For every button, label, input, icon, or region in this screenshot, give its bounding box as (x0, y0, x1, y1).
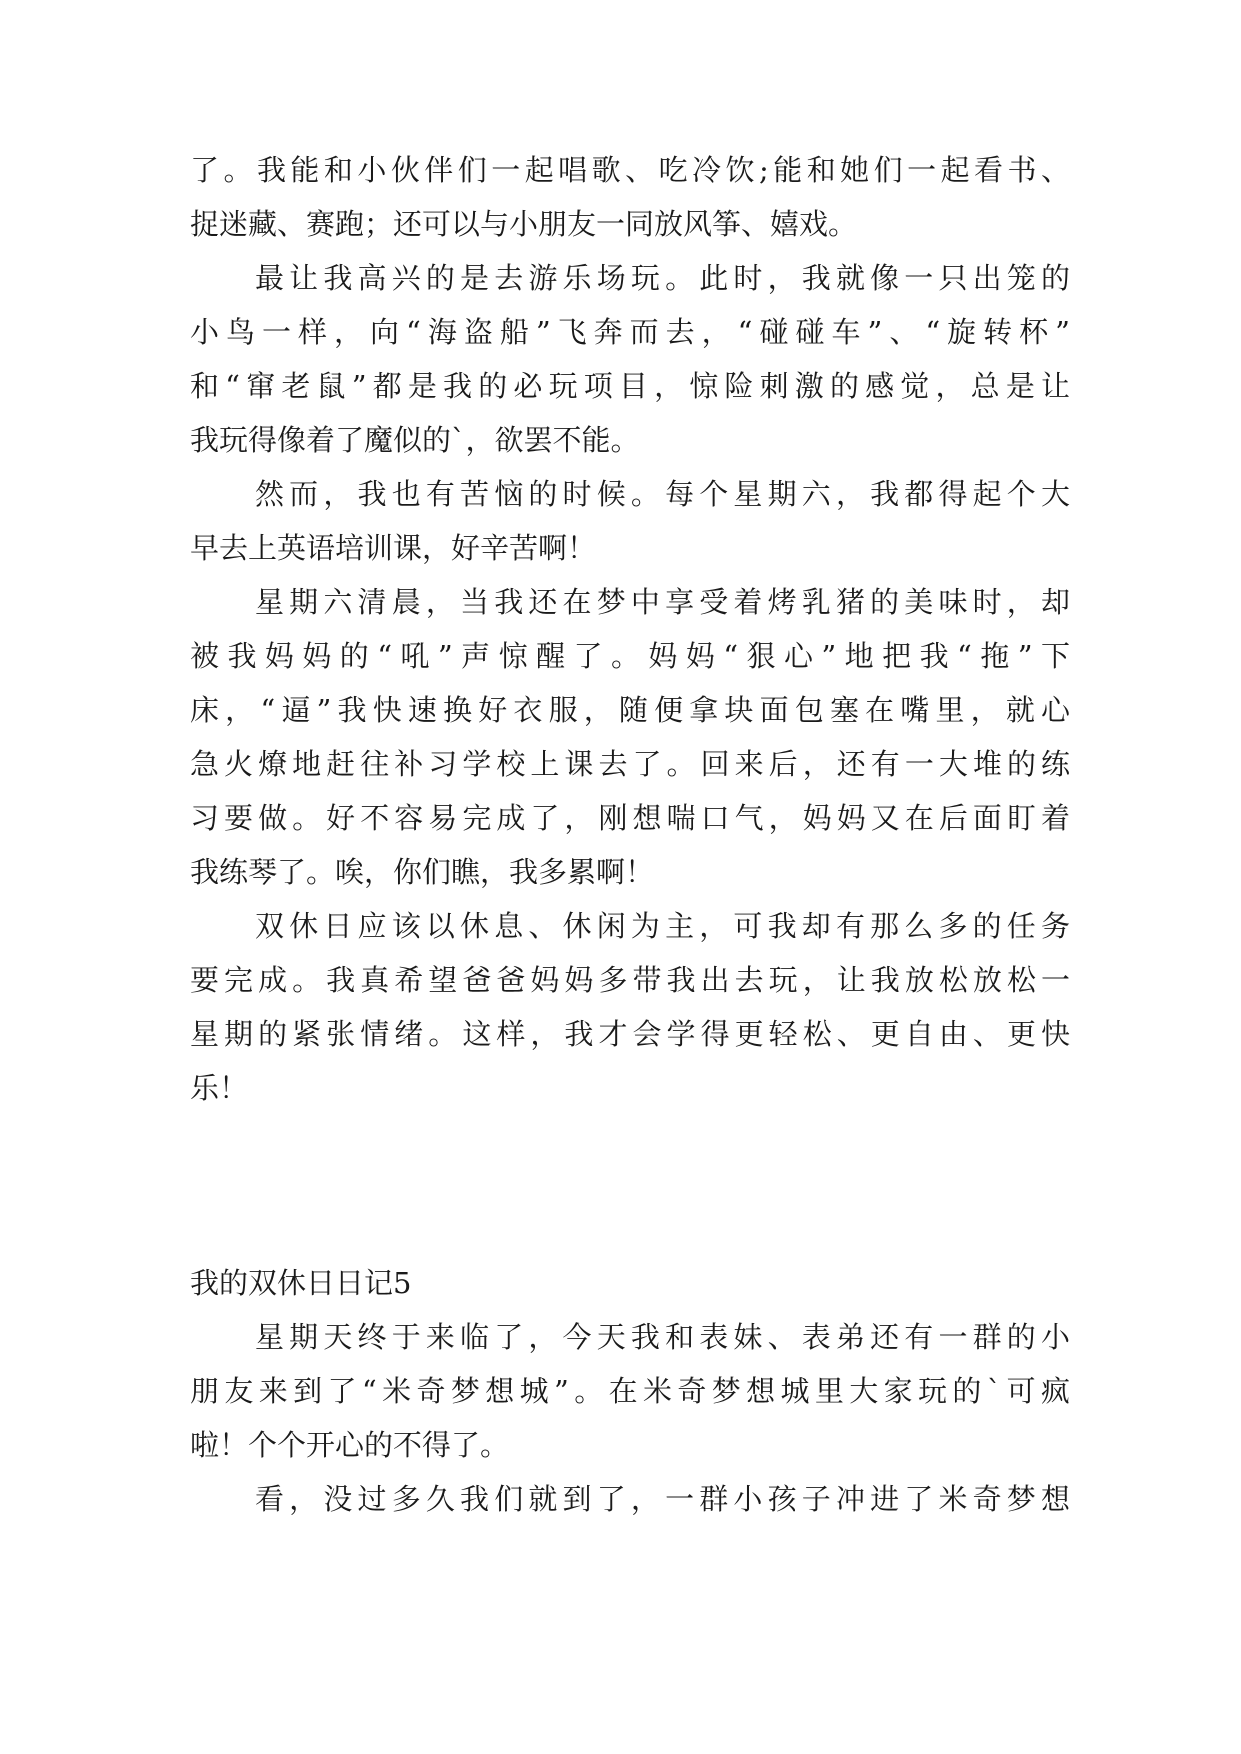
paragraph-2-line-1: 最让我高兴的是去游乐场玩。此时，我就像一只出笼的 (255, 261, 1070, 295)
paragraph-4-line-1: 星期六清晨，当我还在梦中享受着烤乳猪的美味时，却 (255, 585, 1070, 619)
paragraph-5-line-4: 乐！ (190, 1071, 249, 1105)
paragraph-5-line-3: 星期的紧张情绪。这样，我才会学得更轻松、更自由、更快 (190, 1017, 1070, 1051)
paragraph-5-line-2: 要完成。我真希望爸爸妈妈多带我出去玩，让我放松放松一 (190, 963, 1070, 997)
paragraph-6-line-3: 啦！个个开心的不得了。 (190, 1428, 510, 1462)
paragraph-4-line-4: 急火燎地赶往补习学校上课去了。回来后，还有一大堆的练 (190, 747, 1070, 781)
paragraph-7-line-1: 看，没过多久我们就到了，一群小孩子冲进了米奇梦想 (255, 1482, 1070, 1516)
paragraph-2-line-4: 我玩得像着了魔似的`，欲罢不能。 (190, 423, 640, 457)
paragraph-3-line-1: 然而，我也有苦恼的时候。每个星期六，我都得起个大 (255, 477, 1070, 511)
paragraph-4-line-2: 被我妈妈的“吼”声惊醒了。妈妈“狠心”地把我“拖”下 (190, 639, 1070, 673)
paragraph-3-line-2: 早去上英语培训课，好辛苦啊！ (190, 531, 597, 565)
paragraph-1-line-1: 了。我能和小伙伴们一起唱歌、吃冷饮;能和她们一起看书、 (190, 153, 1070, 187)
section-title: 我的双休日日记5 (190, 1266, 412, 1300)
paragraph-6-line-2: 朋友来到了“米奇梦想城”。在米奇梦想城里大家玩的`可疯 (190, 1374, 1070, 1408)
paragraph-5-line-1: 双休日应该以休息、休闲为主，可我却有那么多的任务 (255, 909, 1070, 943)
paragraph-6-line-1: 星期天终于来临了，今天我和表妹、表弟还有一群的小 (255, 1320, 1070, 1354)
paragraph-4-line-6: 我练琴了。唉，你们瞧，我多累啊！ (190, 855, 655, 889)
paragraph-2-line-2: 小鸟一样，向“海盗船”飞奔而去，“碰碰车”、“旋转杯” (190, 315, 1070, 349)
paragraph-4-line-3: 床，“逼”我快速换好衣服，随便拿块面包塞在嘴里，就心 (190, 693, 1070, 727)
paragraph-4-line-5: 习要做。好不容易完成了，刚想喘口气，妈妈又在后面盯着 (190, 801, 1070, 835)
paragraph-2-line-3: 和“窜老鼠”都是我的必玩项目，惊险刺激的感觉，总是让 (190, 369, 1070, 403)
paragraph-1-line-2: 捉迷藏、赛跑；还可以与小朋友一同放风筝、嬉戏。 (190, 207, 858, 241)
